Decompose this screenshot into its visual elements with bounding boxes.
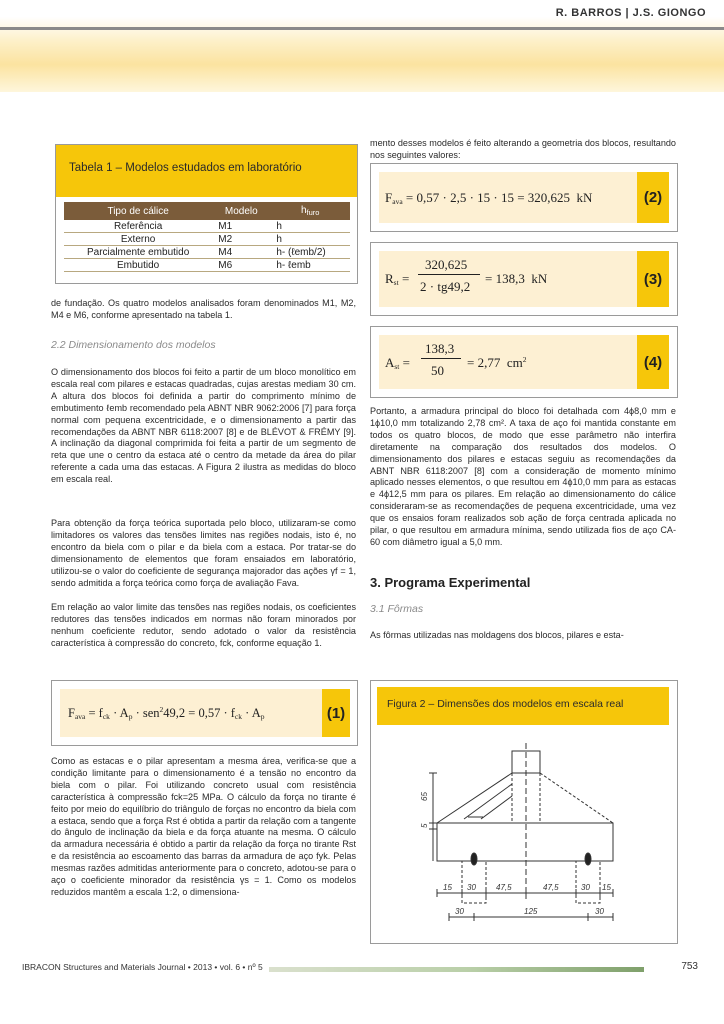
equation-2-number: (2) — [637, 172, 669, 223]
left-para-1: de fundação. Os quatro modelos analisados foram denominados M1, M2, M4 e M6, conforme apresentado na tabela 1. — [51, 298, 356, 320]
section-3-heading: 3. Programa Experimental — [370, 575, 531, 590]
table1 — [64, 202, 350, 272]
pile-left — [462, 861, 486, 903]
dim-65: 65 — [420, 792, 429, 801]
dim-475a: 47,5 — [496, 883, 512, 892]
equation-3-number: (3) — [637, 251, 669, 307]
equation-4-box: $A_{st}$ = 138,3 50 = 2,77 $cm^2$ (4) — [370, 326, 678, 398]
table1-title: Tabela 1 – Modelos estudados em laboratório — [69, 162, 302, 174]
table1-col-model: Modelo — [212, 202, 270, 220]
dim-15a: 15 — [443, 883, 452, 892]
section-3-1-heading: 3.1 Fôrmas — [370, 603, 424, 615]
dim-15b: 15 — [602, 883, 611, 892]
figure-2-drawing — [371, 681, 677, 943]
section-2-2-heading: 2.2 Dimensionamento dos modelos — [51, 339, 216, 351]
footer-journal: IBRACON Structures and Materials Journal • 2013 • vol. 6 • nº 5 — [22, 962, 269, 972]
table-row: Referência M1 h — [64, 220, 350, 233]
dim-5: 5 — [420, 823, 429, 828]
equation-1: $F_{ava} = f_{ck} \cdot A_p \cdot sen^249,2 = 0,57 \cdot f_{ck} \cdot A_p$ — [68, 705, 265, 721]
table1-title-band — [56, 145, 357, 197]
dim-30d: 30 — [595, 907, 604, 916]
right-para-1: mento desses modelos é feito alterando a geometria dos blocos, resultando nos seguintes valores: — [370, 138, 676, 160]
table1-header-row — [64, 202, 350, 220]
left-para-3: Para obtenção da força teórica suportada pelo bloco, utilizaram-se como limitadores os valores das tensões limites nas regiões nodais, isto é, no encontro da biela com o pilar e da biela com a estaca. Por tratar-se do dimensionamento de elementos que foram ensaiados em laboratório, utilizou-se o valor do coeficiente de segurança majorador das ações γf = 1, sendo admitida a força teórica como força de avaliação Fava. — [51, 518, 356, 588]
equation-1-box — [51, 680, 358, 746]
dim-30c: 30 — [455, 907, 464, 916]
figure-2-box — [370, 680, 678, 944]
equation-2: $F_{ava} = 0,57 \cdot 2,5 \cdot 15 \cdot 15 = 320,625$ kN — [385, 190, 593, 206]
left-para-4: Em relação ao valor limite das tensões nas regiões nodais, os coeficientes redutores das tensões indicados em normas não foram minorados por nenhum coeficiente redutor, sendo adotado o valor da resistência característica à compressão do concreto, fck, conforme equação 1. — [51, 602, 356, 648]
table-row: Externo M2 h — [64, 233, 350, 246]
table1-col-type: Tipo de cálice — [64, 202, 212, 220]
table-row: Parcialmente embutido M4 h- (ℓemb/2) — [64, 246, 350, 259]
table1-box — [55, 144, 358, 284]
page-number: 753 — [675, 961, 698, 972]
equation-2-box — [370, 163, 678, 232]
equation-4-number: (4) — [637, 335, 669, 389]
right-para-3: As fôrmas utilizadas nas moldagens dos blocos, pilares e esta- — [370, 630, 624, 640]
left-para-2: O dimensionamento dos blocos foi feito a partir de um bloco monolítico em escala real com pilares e estacas quadradas, cujas arestas mediam 30 cm. A altura dos blocos foi definida a partir do comprimento mínimo de embutimento ℓemb recomendado pela ABNT NBR 9062:2006 [7] para força normal com pequena excentricidade, e o dimensionamento a partir das recomendações da ABNT NBR 6118:2007 [8] e de BLÉVOT & FRÉMY [9]. A inclinação da diagonal comprimida foi feita a partir de um segmento de reta que une o centro da estaca até o centro da metade da área do pilar referente a cada uma das estacas. A Figura 2 ilustra as medidas do bloco em escala real. — [51, 367, 356, 485]
dim-125: 125 — [524, 907, 538, 916]
dim-30a: 30 — [467, 883, 476, 892]
page-header-band — [0, 0, 724, 92]
header-rule — [0, 27, 724, 30]
pile-right — [576, 861, 600, 903]
figure-2-title: Figura 2 – Dimensões dos modelos em escala real — [387, 698, 624, 710]
equation-1-number: (1) — [322, 689, 350, 737]
header-authors: R. BARROS | J.S. GIONGO — [555, 7, 706, 19]
table-row: Embutido M6 h- ℓemb — [64, 259, 350, 272]
table1-col-h: $h_{furo}$ — [270, 202, 350, 220]
dim-475b: 47,5 — [543, 883, 559, 892]
dim-30b: 30 — [581, 883, 590, 892]
left-para-5: Como as estacas e o pilar apresentam a mesma área, verifica-se que a condição limitante para o dimensionamento é a tensão no encontro da biela com o pilar. Foi utilizando concreto usual com resistência característica à compressão fck=25 MPa. O cálculo da força no tirante é feito por meio do equilíbrio do triângulo de forças no encontro da biela com a estaca, sendo que a força Rst é obtida a partir da relação com a tangente do ângulo de inclinação da biela e da força atuante na mesma. O cálculo da armadura necessária é obtido a partir da relação da força no tirante Rst e da resistência ao escoamento das barras da armadura de aço fyk. Pelas mesmas razões admitidas anteriormente para o concreto, adotou-se para o aço o coeficiente minorador da resistência γs = 1. Como os modelos reduzidos mantêm a escala 1:2, o dimensiona- — [51, 756, 356, 897]
right-para-2: Portanto, a armadura principal do bloco foi detalhada com 4ϕ8,0 mm e 1ϕ10,0 mm totalizando 2,78 cm². A taxa de aço foi mantida constante em todos os quatro blocos, de modo que esse parâmetro não interfira diretamente na comparação dos resultados dos modelos. O dimensionamento dos pilares e estacas seguiu as recomendações da ABNT NBR 6118:2007 [8] com a consideração de momento mínimo aplicado nesses elementos, o que resultou em 4ϕ10,0 mm para as estacas e 4ϕ12,5 mm para os pilares. Em relação ao dimensionamento do cálice consideraram-se as recomendações de pequena excentricidade, uma vez que os ensaios foram realizados sob ação de força centrada aplicada no pilar, o que resultou em armadura mínima, sendo utilizada fios de aço CA-60 com diâmetro igual a 5,0 mm. — [370, 406, 676, 547]
equation-3-box: $R_{st}$ = 320,625 2 · tg49,2 = 138,3 kN (3) — [370, 242, 678, 316]
